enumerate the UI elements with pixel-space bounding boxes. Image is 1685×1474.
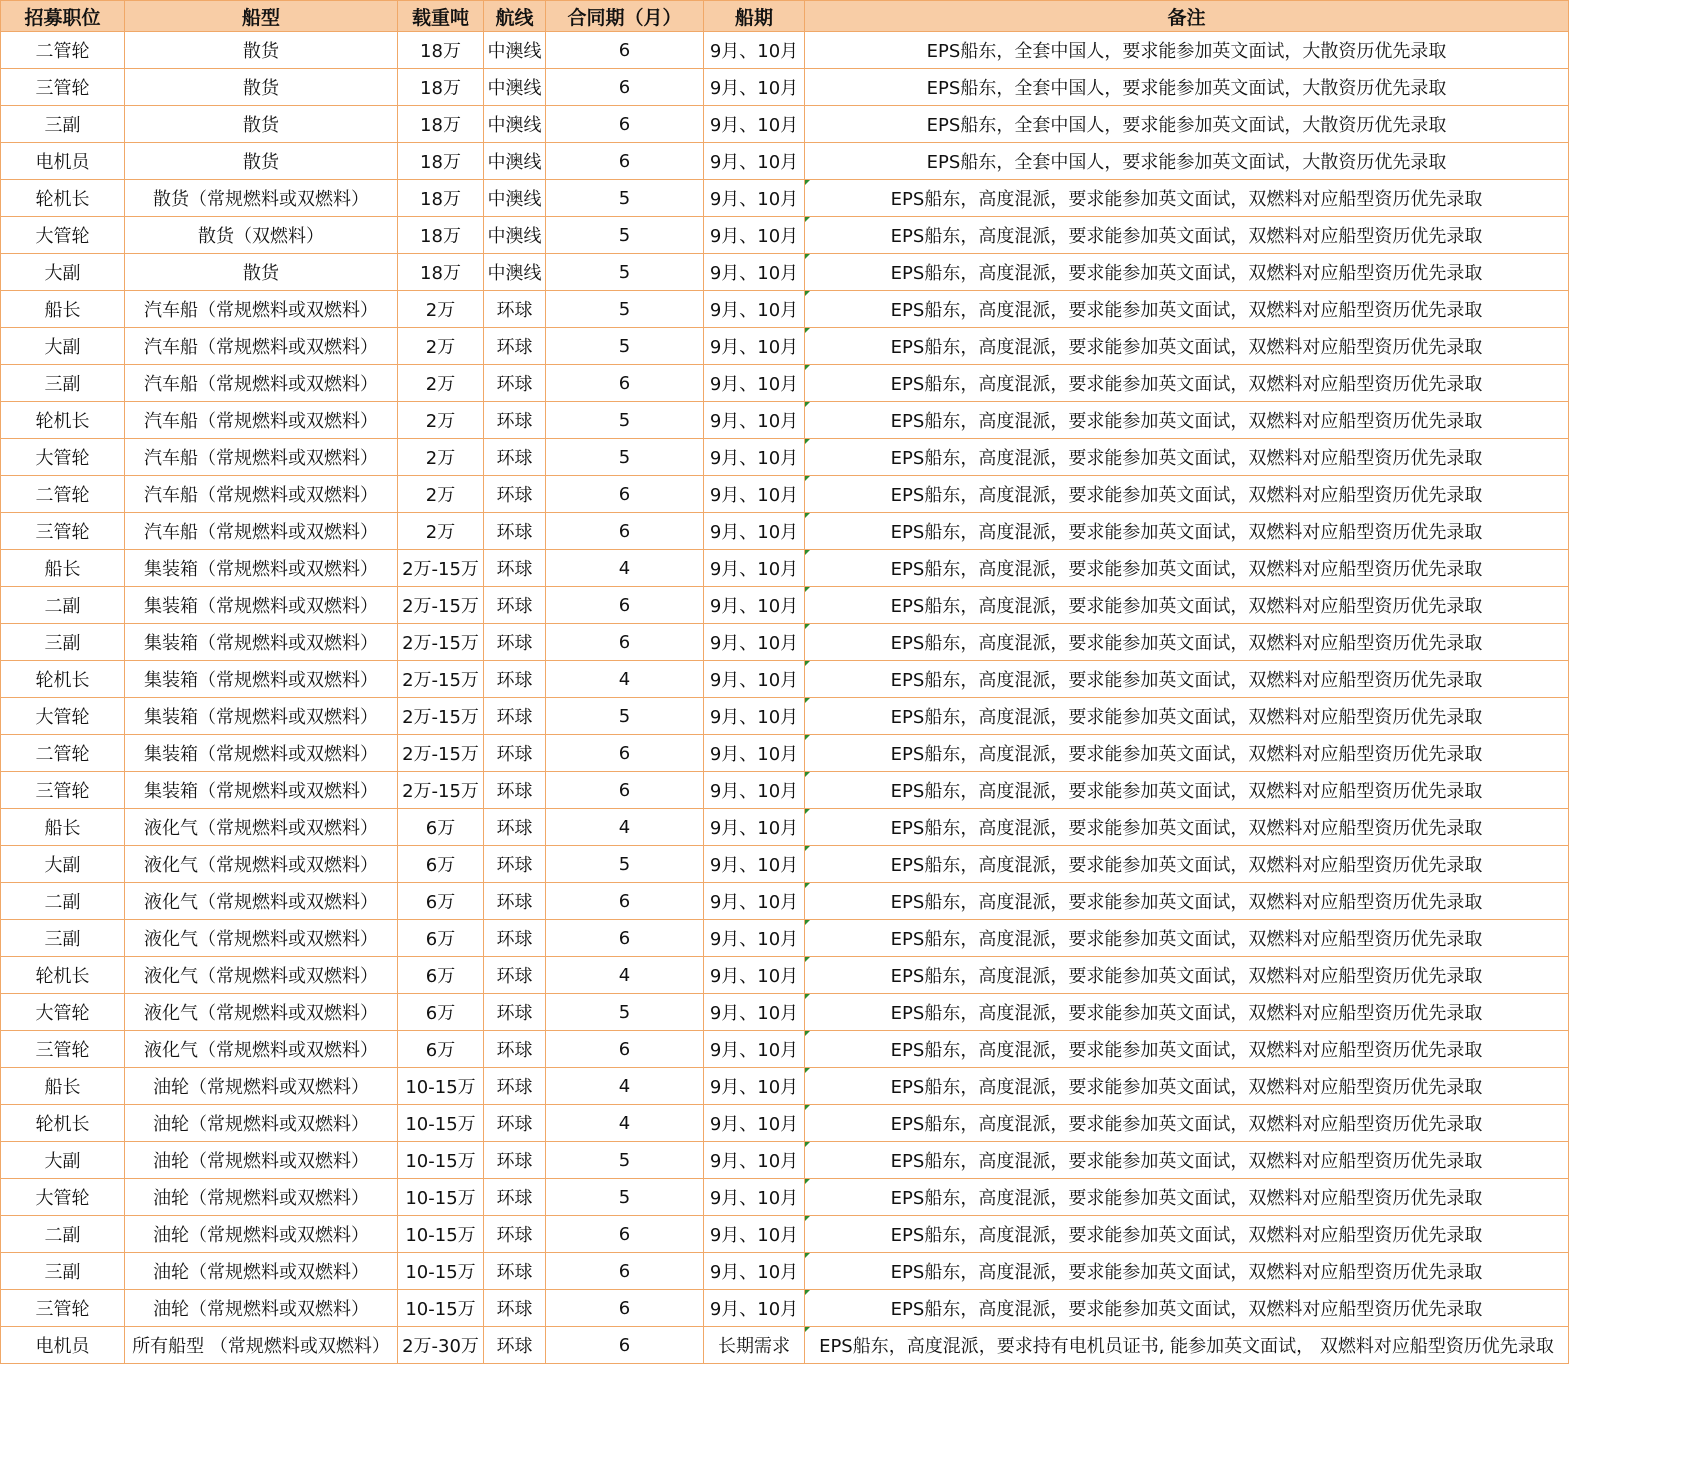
header-schedule: 船期 xyxy=(704,1,805,32)
cell-ship-type[interactable]: 液化气（常规燃料或双燃料） xyxy=(125,957,398,994)
cell-ship-type[interactable]: 油轮（常规燃料或双燃料） xyxy=(125,1290,398,1327)
cell-position[interactable]: 大管轮 xyxy=(1,439,125,476)
cell-ship-type[interactable]: 散货 xyxy=(125,69,398,106)
cell-schedule[interactable]: 9月、10月 xyxy=(704,1068,805,1105)
cell-position[interactable]: 二副 xyxy=(1,1216,125,1253)
cell-contract[interactable]: 6 xyxy=(546,883,704,920)
cell-route[interactable]: 环球 xyxy=(484,328,546,365)
cell-remarks[interactable]: EPS船东，全套中国人，要求能参加英文面试，大散资历优先录取 xyxy=(805,69,1569,106)
cell-schedule[interactable]: 9月、10月 xyxy=(704,180,805,217)
cell-remarks[interactable]: EPS船东，高度混派，要求能参加英文面试，双燃料对应船型资历优先录取 xyxy=(805,328,1569,365)
cell-remarks[interactable]: EPS船东，高度混派，要求能参加英文面试，双燃料对应船型资历优先录取 xyxy=(805,402,1569,439)
cell-ship-type[interactable]: 油轮（常规燃料或双燃料） xyxy=(125,1142,398,1179)
cell-dwt[interactable]: 6万 xyxy=(398,809,484,846)
cell-ship-type[interactable]: 散货 xyxy=(125,143,398,180)
cell-remarks[interactable]: EPS船东，高度混派，要求持有电机员证书, 能参加英文面试， 双燃料对应船型资历优先录取 xyxy=(805,1327,1569,1364)
cell-dwt[interactable]: 6万 xyxy=(398,957,484,994)
cell-schedule[interactable]: 9月、10月 xyxy=(704,143,805,180)
cell-contract[interactable]: 5 xyxy=(546,1179,704,1216)
table-body xyxy=(1,32,1569,1364)
cell-schedule[interactable]: 9月、10月 xyxy=(704,476,805,513)
cell-ship-type[interactable]: 液化气（常规燃料或双燃料） xyxy=(125,920,398,957)
table-row xyxy=(1,883,1569,920)
cell-ship-type[interactable]: 散货（双燃料） xyxy=(125,217,398,254)
cell-ship-type[interactable]: 汽车船（常规燃料或双燃料） xyxy=(125,476,398,513)
header-ship-type: 船型 xyxy=(125,1,398,32)
cell-route[interactable]: 环球 xyxy=(484,550,546,587)
cell-contract[interactable]: 5 xyxy=(546,439,704,476)
table-header xyxy=(1,1,1569,32)
cell-route[interactable]: 中澳线 xyxy=(484,69,546,106)
cell-ship-type[interactable]: 液化气（常规燃料或双燃料） xyxy=(125,846,398,883)
cell-route[interactable]: 环球 xyxy=(484,439,546,476)
cell-ship-type[interactable]: 散货 xyxy=(125,254,398,291)
cell-route[interactable]: 环球 xyxy=(484,624,546,661)
cell-remarks[interactable]: EPS船东，高度混派，要求能参加英文面试，双燃料对应船型资历优先录取 xyxy=(805,809,1569,846)
cell-position[interactable]: 大副 xyxy=(1,846,125,883)
cell-route[interactable]: 环球 xyxy=(484,1068,546,1105)
cell-contract[interactable]: 6 xyxy=(546,920,704,957)
cell-schedule[interactable]: 9月、10月 xyxy=(704,1031,805,1068)
cell-dwt[interactable]: 10-15万 xyxy=(398,1105,484,1142)
cell-route[interactable]: 环球 xyxy=(484,476,546,513)
cell-contract[interactable]: 6 xyxy=(546,1216,704,1253)
cell-position[interactable]: 船长 xyxy=(1,1068,125,1105)
cell-schedule[interactable]: 9月、10月 xyxy=(704,587,805,624)
cell-contract[interactable]: 4 xyxy=(546,550,704,587)
cell-schedule[interactable]: 9月、10月 xyxy=(704,402,805,439)
cell-dwt[interactable]: 10-15万 xyxy=(398,1290,484,1327)
cell-position[interactable]: 三管轮 xyxy=(1,1290,125,1327)
header-position: 招募职位 xyxy=(1,1,125,32)
cell-route[interactable]: 环球 xyxy=(484,883,546,920)
cell-contract[interactable]: 6 xyxy=(546,587,704,624)
table-row xyxy=(1,291,1569,328)
table-row xyxy=(1,513,1569,550)
cell-contract[interactable]: 6 xyxy=(546,624,704,661)
cell-schedule[interactable]: 9月、10月 xyxy=(704,69,805,106)
cell-remarks[interactable]: EPS船东，高度混派，要求能参加英文面试，双燃料对应船型资历优先录取 xyxy=(805,846,1569,883)
cell-schedule[interactable]: 9月、10月 xyxy=(704,624,805,661)
cell-schedule[interactable]: 9月、10月 xyxy=(704,994,805,1031)
cell-schedule[interactable]: 9月、10月 xyxy=(704,1216,805,1253)
cell-remarks[interactable]: EPS船东，高度混派，要求能参加英文面试，双燃料对应船型资历优先录取 xyxy=(805,698,1569,735)
cell-dwt[interactable]: 10-15万 xyxy=(398,1253,484,1290)
cell-contract[interactable]: 5 xyxy=(546,1142,704,1179)
table-row xyxy=(1,1105,1569,1142)
cell-remarks[interactable]: EPS船东，高度混派，要求能参加英文面试，双燃料对应船型资历优先录取 xyxy=(805,1290,1569,1327)
cell-contract[interactable]: 6 xyxy=(546,106,704,143)
table-row xyxy=(1,624,1569,661)
cell-contract[interactable]: 6 xyxy=(546,1290,704,1327)
cell-remarks[interactable]: EPS船东，高度混派，要求能参加英文面试，双燃料对应船型资历优先录取 xyxy=(805,217,1569,254)
table-row xyxy=(1,106,1569,143)
cell-position[interactable]: 轮机长 xyxy=(1,180,125,217)
cell-ship-type[interactable]: 油轮（常规燃料或双燃料） xyxy=(125,1253,398,1290)
cell-schedule[interactable]: 9月、10月 xyxy=(704,439,805,476)
table-row xyxy=(1,550,1569,587)
cell-remarks[interactable]: EPS船东，高度混派，要求能参加英文面试，双燃料对应船型资历优先录取 xyxy=(805,1216,1569,1253)
cell-contract[interactable]: 4 xyxy=(546,661,704,698)
cell-schedule[interactable]: 9月、10月 xyxy=(704,513,805,550)
cell-route[interactable]: 环球 xyxy=(484,1253,546,1290)
cell-route[interactable]: 环球 xyxy=(484,365,546,402)
table-row xyxy=(1,957,1569,994)
cell-schedule[interactable]: 9月、10月 xyxy=(704,1179,805,1216)
cell-ship-type[interactable]: 汽车船（常规燃料或双燃料） xyxy=(125,402,398,439)
cell-dwt[interactable]: 18万 xyxy=(398,217,484,254)
cell-ship-type[interactable]: 集装箱（常规燃料或双燃料） xyxy=(125,661,398,698)
cell-route[interactable]: 中澳线 xyxy=(484,217,546,254)
cell-remarks[interactable]: EPS船东，高度混派，要求能参加英文面试，双燃料对应船型资历优先录取 xyxy=(805,291,1569,328)
cell-position[interactable]: 轮机长 xyxy=(1,661,125,698)
cell-ship-type[interactable]: 散货（常规燃料或双燃料） xyxy=(125,180,398,217)
cell-contract[interactable]: 6 xyxy=(546,365,704,402)
cell-position[interactable]: 船长 xyxy=(1,809,125,846)
cell-dwt[interactable]: 2万-15万 xyxy=(398,772,484,809)
cell-position[interactable]: 三管轮 xyxy=(1,772,125,809)
table-row xyxy=(1,328,1569,365)
cell-contract[interactable]: 5 xyxy=(546,328,704,365)
cell-schedule[interactable]: 9月、10月 xyxy=(704,957,805,994)
cell-position[interactable]: 大管轮 xyxy=(1,217,125,254)
cell-ship-type[interactable]: 油轮（常规燃料或双燃料） xyxy=(125,1105,398,1142)
cell-dwt[interactable]: 2万 xyxy=(398,513,484,550)
cell-route[interactable]: 环球 xyxy=(484,994,546,1031)
cell-position[interactable]: 船长 xyxy=(1,550,125,587)
cell-position[interactable]: 二管轮 xyxy=(1,476,125,513)
cell-schedule[interactable]: 9月、10月 xyxy=(704,365,805,402)
cell-position[interactable]: 大副 xyxy=(1,254,125,291)
cell-remarks[interactable]: EPS船东，高度混派，要求能参加英文面试，双燃料对应船型资历优先录取 xyxy=(805,587,1569,624)
cell-dwt[interactable]: 18万 xyxy=(398,69,484,106)
cell-route[interactable]: 环球 xyxy=(484,1290,546,1327)
cell-dwt[interactable]: 6万 xyxy=(398,1031,484,1068)
cell-schedule[interactable]: 9月、10月 xyxy=(704,1142,805,1179)
table-row xyxy=(1,1253,1569,1290)
cell-route[interactable]: 环球 xyxy=(484,1031,546,1068)
cell-route[interactable]: 中澳线 xyxy=(484,106,546,143)
cell-position[interactable]: 三副 xyxy=(1,106,125,143)
cell-route[interactable]: 环球 xyxy=(484,809,546,846)
cell-remarks[interactable]: EPS船东，高度混派，要求能参加英文面试，双燃料对应船型资历优先录取 xyxy=(805,476,1569,513)
cell-position[interactable]: 三副 xyxy=(1,920,125,957)
table-row xyxy=(1,587,1569,624)
cell-position[interactable]: 二管轮 xyxy=(1,32,125,69)
cell-position[interactable]: 大副 xyxy=(1,1142,125,1179)
table-row xyxy=(1,402,1569,439)
cell-schedule[interactable]: 9月、10月 xyxy=(704,106,805,143)
cell-schedule[interactable]: 9月、10月 xyxy=(704,32,805,69)
cell-dwt[interactable]: 2万-15万 xyxy=(398,624,484,661)
cell-schedule[interactable]: 9月、10月 xyxy=(704,772,805,809)
cell-route[interactable]: 环球 xyxy=(484,920,546,957)
cell-position[interactable]: 轮机长 xyxy=(1,1105,125,1142)
cell-ship-type[interactable]: 集装箱（常规燃料或双燃料） xyxy=(125,698,398,735)
cell-schedule[interactable]: 9月、10月 xyxy=(704,1290,805,1327)
cell-remarks[interactable]: EPS船东，高度混派，要求能参加英文面试，双燃料对应船型资历优先录取 xyxy=(805,1142,1569,1179)
cell-remarks[interactable]: EPS船东，高度混派，要求能参加英文面试，双燃料对应船型资历优先录取 xyxy=(805,439,1569,476)
cell-dwt[interactable]: 2万-15万 xyxy=(398,587,484,624)
cell-position[interactable]: 三管轮 xyxy=(1,69,125,106)
cell-dwt[interactable]: 2万 xyxy=(398,365,484,402)
cell-schedule[interactable]: 9月、10月 xyxy=(704,254,805,291)
cell-contract[interactable]: 5 xyxy=(546,402,704,439)
table-row xyxy=(1,32,1569,69)
cell-route[interactable]: 环球 xyxy=(484,846,546,883)
cell-remarks[interactable]: EPS船东，高度混派，要求能参加英文面试，双燃料对应船型资历优先录取 xyxy=(805,550,1569,587)
cell-ship-type[interactable]: 油轮（常规燃料或双燃料） xyxy=(125,1179,398,1216)
cell-contract[interactable]: 4 xyxy=(546,1105,704,1142)
cell-contract[interactable]: 6 xyxy=(546,32,704,69)
cell-dwt[interactable]: 10-15万 xyxy=(398,1068,484,1105)
cell-position[interactable]: 二管轮 xyxy=(1,735,125,772)
table-row xyxy=(1,1031,1569,1068)
cell-dwt[interactable]: 18万 xyxy=(398,32,484,69)
cell-schedule[interactable]: 9月、10月 xyxy=(704,883,805,920)
cell-ship-type[interactable]: 液化气（常规燃料或双燃料） xyxy=(125,994,398,1031)
cell-dwt[interactable]: 2万 xyxy=(398,439,484,476)
cell-route[interactable]: 环球 xyxy=(484,1327,546,1364)
cell-ship-type[interactable]: 集装箱（常规燃料或双燃料） xyxy=(125,624,398,661)
cell-ship-type[interactable]: 液化气（常规燃料或双燃料） xyxy=(125,1031,398,1068)
cell-dwt[interactable]: 10-15万 xyxy=(398,1142,484,1179)
cell-ship-type[interactable]: 集装箱（常规燃料或双燃料） xyxy=(125,587,398,624)
cell-dwt[interactable]: 6万 xyxy=(398,846,484,883)
cell-contract[interactable]: 6 xyxy=(546,69,704,106)
cell-route[interactable]: 环球 xyxy=(484,957,546,994)
cell-position[interactable]: 大管轮 xyxy=(1,698,125,735)
cell-dwt[interactable]: 18万 xyxy=(398,106,484,143)
cell-position[interactable]: 三副 xyxy=(1,624,125,661)
table-row xyxy=(1,735,1569,772)
cell-position[interactable]: 三管轮 xyxy=(1,1031,125,1068)
cell-schedule[interactable]: 9月、10月 xyxy=(704,846,805,883)
cell-remarks[interactable]: EPS船东，高度混派，要求能参加英文面试，双燃料对应船型资历优先录取 xyxy=(805,920,1569,957)
cell-remarks[interactable]: EPS船东，高度混派，要求能参加英文面试，双燃料对应船型资历优先录取 xyxy=(805,180,1569,217)
table-row xyxy=(1,69,1569,106)
cell-route[interactable]: 环球 xyxy=(484,513,546,550)
table-row xyxy=(1,661,1569,698)
cell-remarks[interactable]: EPS船东，高度混派，要求能参加英文面试，双燃料对应船型资历优先录取 xyxy=(805,772,1569,809)
cell-route[interactable]: 环球 xyxy=(484,587,546,624)
cell-dwt[interactable]: 2万 xyxy=(398,328,484,365)
table-row xyxy=(1,143,1569,180)
cell-remarks[interactable]: EPS船东，高度混派，要求能参加英文面试，双燃料对应船型资历优先录取 xyxy=(805,883,1569,920)
cell-schedule[interactable]: 9月、10月 xyxy=(704,328,805,365)
cell-position[interactable]: 二副 xyxy=(1,883,125,920)
cell-contract[interactable]: 5 xyxy=(546,254,704,291)
cell-ship-type[interactable]: 集装箱（常规燃料或双燃料） xyxy=(125,550,398,587)
cell-ship-type[interactable]: 汽车船（常规燃料或双燃料） xyxy=(125,439,398,476)
cell-remarks[interactable]: EPS船东，高度混派，要求能参加英文面试，双燃料对应船型资历优先录取 xyxy=(805,957,1569,994)
table-row xyxy=(1,254,1569,291)
cell-dwt[interactable]: 6万 xyxy=(398,920,484,957)
cell-contract[interactable]: 5 xyxy=(546,846,704,883)
cell-remarks[interactable]: EPS船东，高度混派，要求能参加英文面试，双燃料对应船型资历优先录取 xyxy=(805,1031,1569,1068)
table-row xyxy=(1,365,1569,402)
cell-schedule[interactable]: 9月、10月 xyxy=(704,698,805,735)
cell-dwt[interactable]: 2万 xyxy=(398,291,484,328)
cell-dwt[interactable]: 2万-15万 xyxy=(398,698,484,735)
cell-schedule[interactable]: 9月、10月 xyxy=(704,1105,805,1142)
cell-ship-type[interactable]: 散货 xyxy=(125,106,398,143)
cell-schedule[interactable]: 长期需求 xyxy=(704,1327,805,1364)
cell-dwt[interactable]: 6万 xyxy=(398,883,484,920)
cell-position[interactable]: 大副 xyxy=(1,328,125,365)
cell-dwt[interactable]: 18万 xyxy=(398,143,484,180)
cell-contract[interactable]: 5 xyxy=(546,180,704,217)
table-row xyxy=(1,1290,1569,1327)
cell-remarks[interactable]: EPS船东，全套中国人，要求能参加英文面试，大散资历优先录取 xyxy=(805,32,1569,69)
cell-ship-type[interactable]: 散货 xyxy=(125,32,398,69)
cell-route[interactable]: 环球 xyxy=(484,772,546,809)
cell-contract[interactable]: 5 xyxy=(546,217,704,254)
cell-ship-type[interactable]: 集装箱（常规燃料或双燃料） xyxy=(125,735,398,772)
cell-dwt[interactable]: 2万 xyxy=(398,476,484,513)
cell-route[interactable]: 环球 xyxy=(484,698,546,735)
cell-schedule[interactable]: 9月、10月 xyxy=(704,291,805,328)
cell-position[interactable]: 轮机长 xyxy=(1,402,125,439)
table-row xyxy=(1,772,1569,809)
cell-ship-type[interactable]: 所有船型 （常规燃料或双燃料） xyxy=(125,1327,398,1364)
cell-dwt[interactable]: 2万-15万 xyxy=(398,661,484,698)
cell-contract[interactable]: 4 xyxy=(546,1068,704,1105)
table-row xyxy=(1,698,1569,735)
cell-contract[interactable]: 5 xyxy=(546,698,704,735)
cell-remarks[interactable]: EPS船东，高度混派，要求能参加英文面试，双燃料对应船型资历优先录取 xyxy=(805,661,1569,698)
cell-contract[interactable]: 6 xyxy=(546,1253,704,1290)
cell-remarks[interactable]: EPS船东，高度混派，要求能参加英文面试，双燃料对应船型资历优先录取 xyxy=(805,735,1569,772)
cell-position[interactable]: 船长 xyxy=(1,291,125,328)
cell-position[interactable]: 大管轮 xyxy=(1,994,125,1031)
header-route: 航线 xyxy=(484,1,546,32)
cell-ship-type[interactable]: 液化气（常规燃料或双燃料） xyxy=(125,809,398,846)
table-row xyxy=(1,1179,1569,1216)
cell-dwt[interactable]: 10-15万 xyxy=(398,1179,484,1216)
cell-contract[interactable]: 6 xyxy=(546,143,704,180)
table-row xyxy=(1,809,1569,846)
table-row xyxy=(1,1216,1569,1253)
cell-contract[interactable]: 6 xyxy=(546,1327,704,1364)
table-row xyxy=(1,476,1569,513)
table-row xyxy=(1,180,1569,217)
cell-remarks[interactable]: EPS船东，高度混派，要求能参加英文面试，双燃料对应船型资历优先录取 xyxy=(805,994,1569,1031)
table-row xyxy=(1,439,1569,476)
cell-route[interactable]: 环球 xyxy=(484,402,546,439)
cell-schedule[interactable]: 9月、10月 xyxy=(704,550,805,587)
cell-position[interactable]: 轮机长 xyxy=(1,957,125,994)
cell-contract[interactable]: 6 xyxy=(546,735,704,772)
cell-contract[interactable]: 4 xyxy=(546,957,704,994)
cell-dwt[interactable]: 18万 xyxy=(398,254,484,291)
table-row xyxy=(1,1142,1569,1179)
cell-dwt[interactable]: 18万 xyxy=(398,180,484,217)
cell-route[interactable]: 环球 xyxy=(484,661,546,698)
header-dwt: 载重吨 xyxy=(398,1,484,32)
cell-route[interactable]: 环球 xyxy=(484,291,546,328)
cell-ship-type[interactable]: 油轮（常规燃料或双燃料） xyxy=(125,1068,398,1105)
cell-route[interactable]: 环球 xyxy=(484,1216,546,1253)
cell-dwt[interactable]: 2万-15万 xyxy=(398,735,484,772)
cell-route[interactable]: 中澳线 xyxy=(484,32,546,69)
header-contract: 合同期（月） xyxy=(546,1,704,32)
cell-schedule[interactable]: 9月、10月 xyxy=(704,735,805,772)
cell-contract[interactable]: 5 xyxy=(546,291,704,328)
cell-route[interactable]: 环球 xyxy=(484,1179,546,1216)
cell-dwt[interactable]: 2万-30万 xyxy=(398,1327,484,1364)
cell-position[interactable]: 大管轮 xyxy=(1,1179,125,1216)
table-row xyxy=(1,1068,1569,1105)
cell-contract[interactable]: 6 xyxy=(546,772,704,809)
cell-route[interactable]: 环球 xyxy=(484,1142,546,1179)
cell-dwt[interactable]: 10-15万 xyxy=(398,1216,484,1253)
cell-ship-type[interactable]: 液化气（常规燃料或双燃料） xyxy=(125,883,398,920)
cell-ship-type[interactable]: 集装箱（常规燃料或双燃料） xyxy=(125,772,398,809)
cell-position[interactable]: 电机员 xyxy=(1,143,125,180)
cell-position[interactable]: 二副 xyxy=(1,587,125,624)
cell-route[interactable]: 中澳线 xyxy=(484,180,546,217)
cell-route[interactable]: 中澳线 xyxy=(484,254,546,291)
cell-remarks[interactable]: EPS船东，高度混派，要求能参加英文面试，双燃料对应船型资历优先录取 xyxy=(805,513,1569,550)
cell-position[interactable]: 三副 xyxy=(1,1253,125,1290)
table-row xyxy=(1,920,1569,957)
cell-position[interactable]: 电机员 xyxy=(1,1327,125,1364)
cell-schedule[interactable]: 9月、10月 xyxy=(704,661,805,698)
cell-contract[interactable]: 6 xyxy=(546,513,704,550)
table-row xyxy=(1,994,1569,1031)
cell-remarks[interactable]: EPS船东，高度混派，要求能参加英文面试，双燃料对应船型资历优先录取 xyxy=(805,1179,1569,1216)
cell-schedule[interactable]: 9月、10月 xyxy=(704,1253,805,1290)
cell-ship-type[interactable]: 油轮（常规燃料或双燃料） xyxy=(125,1216,398,1253)
cell-dwt[interactable]: 2万-15万 xyxy=(398,550,484,587)
cell-remarks[interactable]: EPS船东，高度混派，要求能参加英文面试，双燃料对应船型资历优先录取 xyxy=(805,254,1569,291)
cell-dwt[interactable]: 6万 xyxy=(398,994,484,1031)
cell-ship-type[interactable]: 汽车船（常规燃料或双燃料） xyxy=(125,328,398,365)
cell-dwt[interactable]: 2万 xyxy=(398,402,484,439)
cell-schedule[interactable]: 9月、10月 xyxy=(704,920,805,957)
cell-contract[interactable]: 6 xyxy=(546,1031,704,1068)
cell-route[interactable]: 环球 xyxy=(484,735,546,772)
table-row xyxy=(1,217,1569,254)
cell-position[interactable]: 三副 xyxy=(1,365,125,402)
cell-ship-type[interactable]: 汽车船（常规燃料或双燃料） xyxy=(125,365,398,402)
header-remarks: 备注 xyxy=(805,1,1569,32)
table-row xyxy=(1,846,1569,883)
cell-remarks[interactable]: EPS船东，高度混派，要求能参加英文面试，双燃料对应船型资历优先录取 xyxy=(805,365,1569,402)
cell-contract[interactable]: 4 xyxy=(546,809,704,846)
cell-remarks[interactable]: EPS船东，全套中国人，要求能参加英文面试，大散资历优先录取 xyxy=(805,106,1569,143)
cell-ship-type[interactable]: 汽车船（常规燃料或双燃料） xyxy=(125,291,398,328)
cell-route[interactable]: 环球 xyxy=(484,1105,546,1142)
cell-route[interactable]: 中澳线 xyxy=(484,143,546,180)
cell-remarks[interactable]: EPS船东，高度混派，要求能参加英文面试，双燃料对应船型资历优先录取 xyxy=(805,1068,1569,1105)
cell-contract[interactable]: 6 xyxy=(546,476,704,513)
cell-remarks[interactable]: EPS船东，高度混派，要求能参加英文面试，双燃料对应船型资历优先录取 xyxy=(805,1105,1569,1142)
cell-contract[interactable]: 5 xyxy=(546,994,704,1031)
cell-schedule[interactable]: 9月、10月 xyxy=(704,217,805,254)
table-row xyxy=(1,1327,1569,1364)
cell-remarks[interactable]: EPS船东，高度混派，要求能参加英文面试，双燃料对应船型资历优先录取 xyxy=(805,624,1569,661)
cell-remarks[interactable]: EPS船东，全套中国人，要求能参加英文面试，大散资历优先录取 xyxy=(805,143,1569,180)
cell-schedule[interactable]: 9月、10月 xyxy=(704,809,805,846)
cell-ship-type[interactable]: 汽车船（常规燃料或双燃料） xyxy=(125,513,398,550)
cell-position[interactable]: 三管轮 xyxy=(1,513,125,550)
cell-remarks[interactable]: EPS船东，高度混派，要求能参加英文面试，双燃料对应船型资历优先录取 xyxy=(805,1253,1569,1290)
header-row xyxy=(1,1,1569,32)
